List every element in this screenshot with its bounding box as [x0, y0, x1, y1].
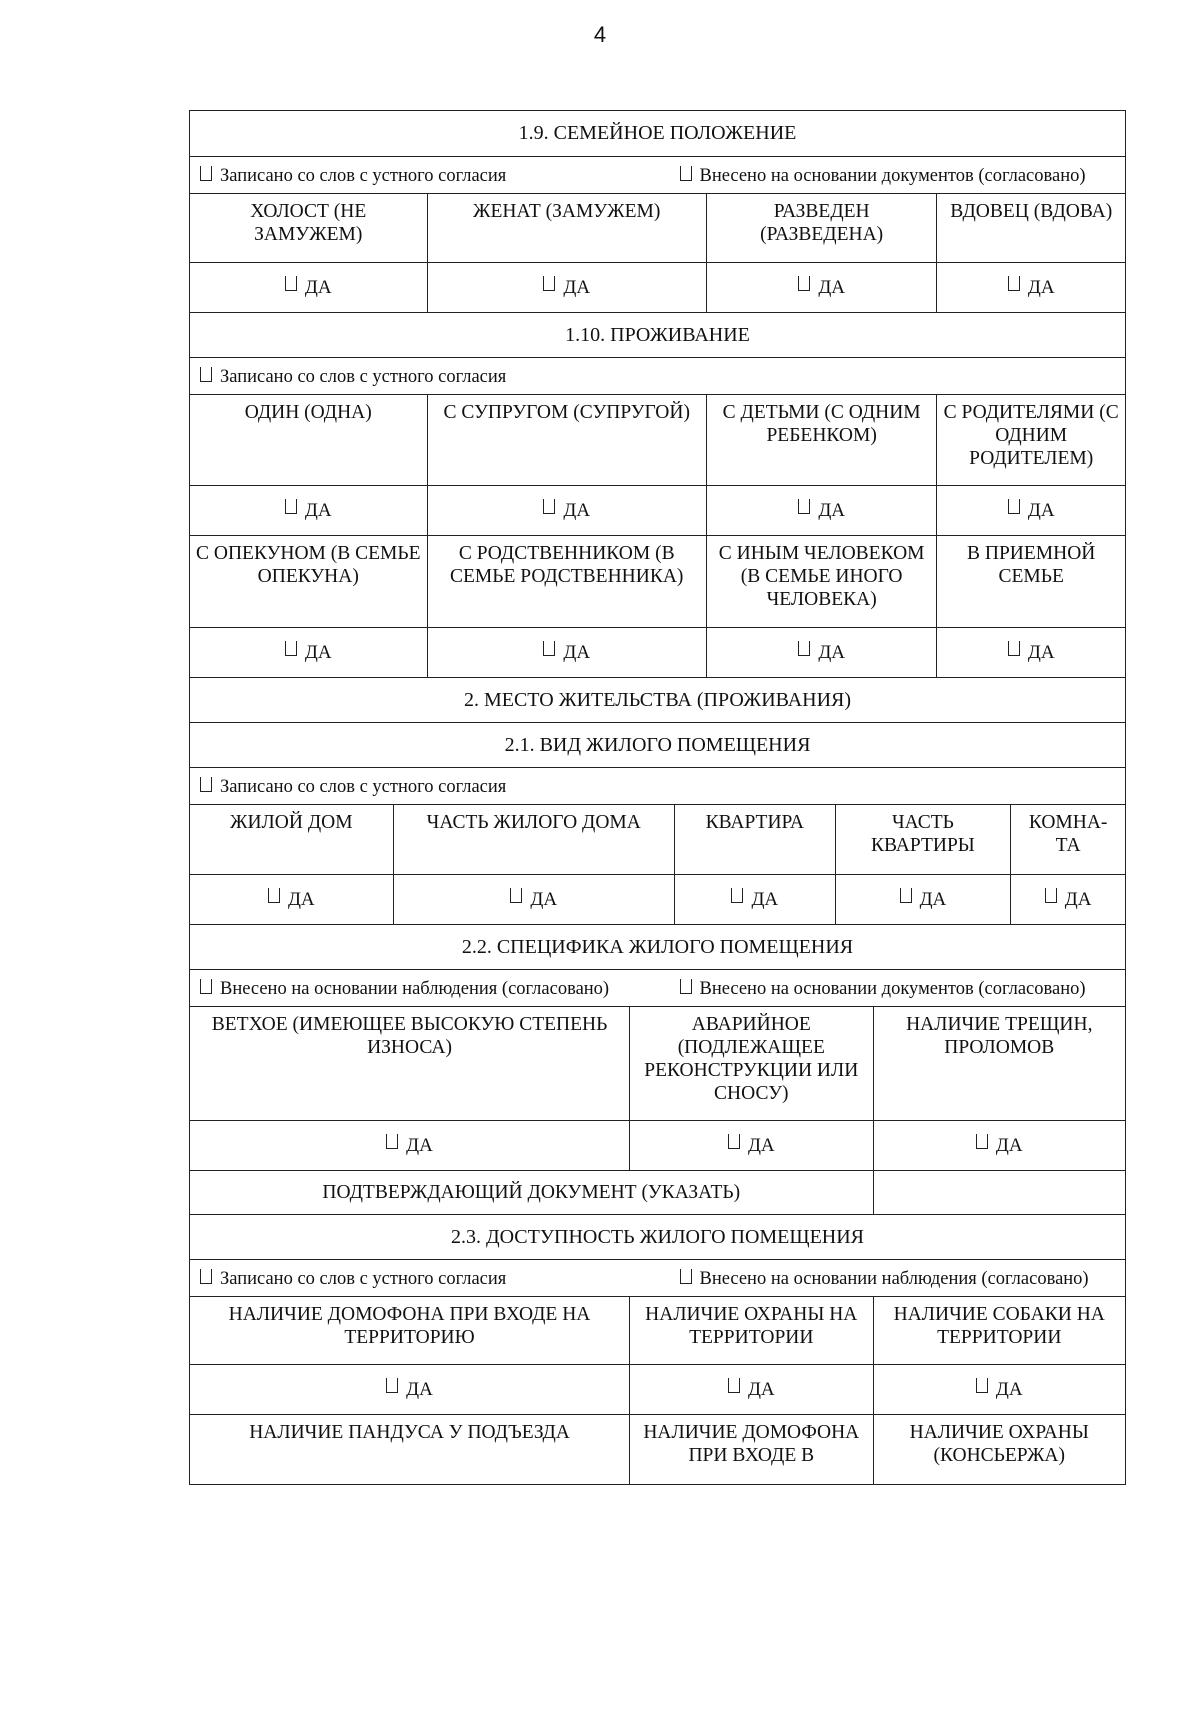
yes-checkbox[interactable]: ДА	[190, 486, 427, 535]
checkbox-icon[interactable]	[510, 888, 522, 903]
checkbox-icon[interactable]	[680, 1269, 692, 1284]
checkbox-icon[interactable]	[543, 276, 555, 291]
checkbox-icon[interactable]	[976, 1134, 988, 1149]
header-row-housing-condition	[190, 1006, 1125, 1120]
yes-checkbox[interactable]: ДА	[706, 628, 937, 677]
section-title-1-10: 1.10. ПРОЖИВАНИЕ	[190, 312, 1125, 357]
header-widowed: ВДОВЕЦ (ВДОВА)	[936, 194, 1125, 262]
checkbox-icon[interactable]	[798, 276, 810, 291]
header-security-territory: НАЛИЧИЕ ОХРАНЫ НА ТЕРРИТОРИИ	[629, 1297, 872, 1364]
note-row-1-10	[190, 357, 1125, 394]
yes-checkbox[interactable]: ДА	[936, 628, 1125, 677]
header-alone: ОДИН (ОДНА)	[244, 402, 372, 423]
header-married: ЖЕНАТ (ЗАМУЖЕМ)	[427, 194, 706, 262]
header-dog-territory: НАЛИЧИЕ СОБАКИ НА ТЕРРИТОРИИ	[873, 1297, 1125, 1364]
note-verbal[interactable]: Записано со слов с устного согласия	[200, 366, 658, 388]
header-with-other: С ИНЫМ ЧЕЛОВЕКОМ (В СЕМЬЕ ИНОГО ЧЕЛОВЕКА)	[706, 536, 937, 627]
yes-row-housing-condition	[190, 1120, 1125, 1170]
header-with-spouse: С СУПРУГОМ (СУПРУГОЙ)	[427, 395, 706, 485]
checkbox-icon[interactable]	[731, 888, 743, 903]
note-documents[interactable]: Внесено на основании документов (согласовано)	[658, 165, 1116, 187]
header-with-guardian: С ОПЕКУНОМ (В СЕМЬЕ ОПЕКУНА)	[196, 543, 421, 587]
yes-checkbox[interactable]: ДА	[427, 486, 706, 535]
yes-checkbox[interactable]: ДА	[936, 263, 1125, 312]
header-row-access-b	[190, 1414, 1125, 1484]
checkbox-icon[interactable]	[680, 979, 692, 994]
page-number: 4	[593, 22, 607, 47]
checkbox-icon[interactable]	[1045, 888, 1057, 903]
note-verbal[interactable]: Записано со слов с устного согласия	[200, 165, 658, 187]
yes-checkbox[interactable]: ДА	[629, 1365, 872, 1414]
checkbox-icon[interactable]	[200, 777, 212, 792]
yes-checkbox[interactable]: ДА	[1010, 875, 1125, 924]
yes-row-living-b	[190, 627, 1125, 677]
note-row-2-2	[190, 969, 1125, 1006]
yes-checkbox[interactable]: ДА	[936, 486, 1125, 535]
note-row-2-1	[190, 767, 1125, 804]
header-cracks: НАЛИЧИЕ ТРЕЩИН, ПРОЛОМОВ	[873, 1007, 1125, 1120]
checkbox-icon[interactable]	[285, 499, 297, 514]
yes-row-marital	[190, 262, 1125, 312]
yes-checkbox[interactable]: ДА	[629, 1121, 872, 1170]
yes-checkbox[interactable]: ДА	[190, 1121, 629, 1170]
yes-checkbox[interactable]: ДА	[706, 486, 937, 535]
note-observation[interactable]: Внесено на основании наблюдения (согласовано)	[658, 1268, 1116, 1290]
form-table	[189, 110, 1126, 1485]
note-verbal[interactable]: Записано со слов с устного согласия	[200, 1268, 658, 1290]
yes-row-housing-type	[190, 874, 1125, 924]
header-row-marital	[190, 193, 1125, 262]
checkbox-icon[interactable]	[1008, 499, 1020, 514]
checkbox-icon[interactable]	[543, 641, 555, 656]
note-documents[interactable]: Внесено на основании документов (согласовано)	[658, 978, 1116, 1000]
header-room: КОМНА- ТА	[1010, 805, 1125, 874]
header-with-relative: С РОДСТВЕННИКОМ (В СЕМЬЕ РОДСТВЕННИКА)	[427, 536, 706, 627]
checkbox-icon[interactable]	[200, 979, 212, 994]
header-concierge: НАЛИЧИЕ ОХРАНЫ (КОНСЬЕРЖА)	[873, 1415, 1125, 1484]
checkbox-icon[interactable]	[798, 641, 810, 656]
header-single: ХОЛОСТ (НЕ ЗАМУЖЕМ)	[250, 201, 367, 245]
header-dilapidated: ВЕТХОЕ (ИМЕЮЩЕЕ ВЫСОКУЮ СТЕПЕНЬ ИЗНОСА)	[211, 1014, 608, 1058]
checkbox-icon[interactable]	[386, 1134, 398, 1149]
yes-checkbox[interactable]: ДА	[190, 875, 393, 924]
header-emergency: АВАРИЙНОЕ (ПОДЛЕЖАЩЕЕ РЕКОНСТРУКЦИИ ИЛИ СНОСУ)	[629, 1007, 872, 1120]
checkbox-icon[interactable]	[268, 888, 280, 903]
checkbox-icon[interactable]	[200, 166, 212, 181]
checkbox-icon[interactable]	[285, 641, 297, 656]
yes-checkbox[interactable]: ДА	[190, 628, 427, 677]
yes-checkbox[interactable]: ДА	[674, 875, 835, 924]
note-verbal[interactable]: Записано со слов с устного согласия	[200, 776, 658, 798]
checkbox-icon[interactable]	[900, 888, 912, 903]
section-title-2-2: 2.2. СПЕЦИФИКА ЖИЛОГО ПОМЕЩЕНИЯ	[190, 924, 1125, 969]
header-intercom-territory: НАЛИЧИЕ ДОМОФОНА ПРИ ВХОДЕ НА ТЕРРИТОРИЮ	[228, 1304, 591, 1348]
yes-checkbox[interactable]: ДА	[427, 263, 706, 312]
header-divorced: РАЗВЕДЕН (РАЗВЕДЕНА)	[706, 194, 937, 262]
yes-row-access-a	[190, 1364, 1125, 1414]
checkbox-icon[interactable]	[285, 276, 297, 291]
section-title-2-3: 2.3. ДОСТУПНОСТЬ ЖИЛОГО ПОМЕЩЕНИЯ	[190, 1214, 1125, 1259]
header-house: ЖИЛОЙ ДОМ	[230, 812, 353, 833]
checkbox-icon[interactable]	[386, 1378, 398, 1393]
confirm-doc-row	[190, 1170, 1125, 1214]
checkbox-icon[interactable]	[200, 1269, 212, 1284]
checkbox-icon[interactable]	[680, 166, 692, 181]
yes-checkbox[interactable]: ДА	[873, 1121, 1125, 1170]
checkbox-icon[interactable]	[976, 1378, 988, 1393]
header-apartment: КВАРТИРА	[674, 805, 835, 874]
header-ramp: НАЛИЧИЕ ПАНДУСА У ПОДЪЕЗДА	[249, 1422, 570, 1443]
checkbox-icon[interactable]	[1008, 276, 1020, 291]
yes-checkbox[interactable]: ДА	[706, 263, 937, 312]
section-title-1-9: 1.9. СЕМЕЙНОЕ ПОЛОЖЕНИЕ	[518, 122, 797, 144]
header-foster-family: В ПРИЕМНОЙ СЕМЬЕ	[936, 536, 1125, 627]
section-title-2-1: 2.1. ВИД ЖИЛОГО ПОМЕЩЕНИЯ	[190, 722, 1125, 767]
yes-checkbox[interactable]: ДА	[873, 1365, 1125, 1414]
checkbox-icon[interactable]	[798, 499, 810, 514]
yes-checkbox[interactable]: ДА	[190, 1365, 629, 1414]
note-row-2-3	[190, 1259, 1125, 1296]
yes-checkbox[interactable]: ДА	[835, 875, 1011, 924]
confirm-doc-field[interactable]	[873, 1171, 1125, 1214]
yes-row-living-a	[190, 485, 1125, 535]
checkbox-icon[interactable]	[543, 499, 555, 514]
header-house-part: ЧАСТЬ ЖИЛОГО ДОМА	[393, 805, 674, 874]
header-row-housing-type	[190, 804, 1125, 874]
yes-checkbox[interactable]: ДА	[190, 263, 427, 312]
confirm-doc-label: ПОДТВЕРЖДАЮЩИЙ ДОКУМЕНТ (УКАЗАТЬ)	[322, 1182, 741, 1203]
note-observation[interactable]: Внесено на основании наблюдения (согласовано)	[200, 978, 658, 1000]
header-with-children: С ДЕТЬМИ (С ОДНИМ РЕБЕНКОМ)	[706, 395, 937, 485]
header-row-living-b	[190, 535, 1125, 627]
checkbox-icon[interactable]	[728, 1378, 740, 1393]
note-row-1-9	[190, 156, 1125, 193]
yes-checkbox[interactable]: ДА	[427, 628, 706, 677]
header-apartment-part: ЧАСТЬ КВАРТИРЫ	[835, 805, 1011, 874]
header-row-living-a	[190, 394, 1125, 485]
checkbox-icon[interactable]	[200, 367, 212, 382]
header-with-parents: С РОДИТЕЛЯМИ (С ОДНИМ РОДИТЕЛЕМ)	[936, 395, 1125, 485]
header-row-access-a	[190, 1296, 1125, 1364]
section-title-2: 2. МЕСТО ЖИТЕЛЬСТВА (ПРОЖИВАНИЯ)	[190, 677, 1125, 722]
header-intercom-entrance: НАЛИЧИЕ ДОМОФОНА ПРИ ВХОДЕ В	[629, 1415, 872, 1484]
yes-checkbox[interactable]: ДА	[393, 875, 674, 924]
checkbox-icon[interactable]	[728, 1134, 740, 1149]
checkbox-icon[interactable]	[1008, 641, 1020, 656]
